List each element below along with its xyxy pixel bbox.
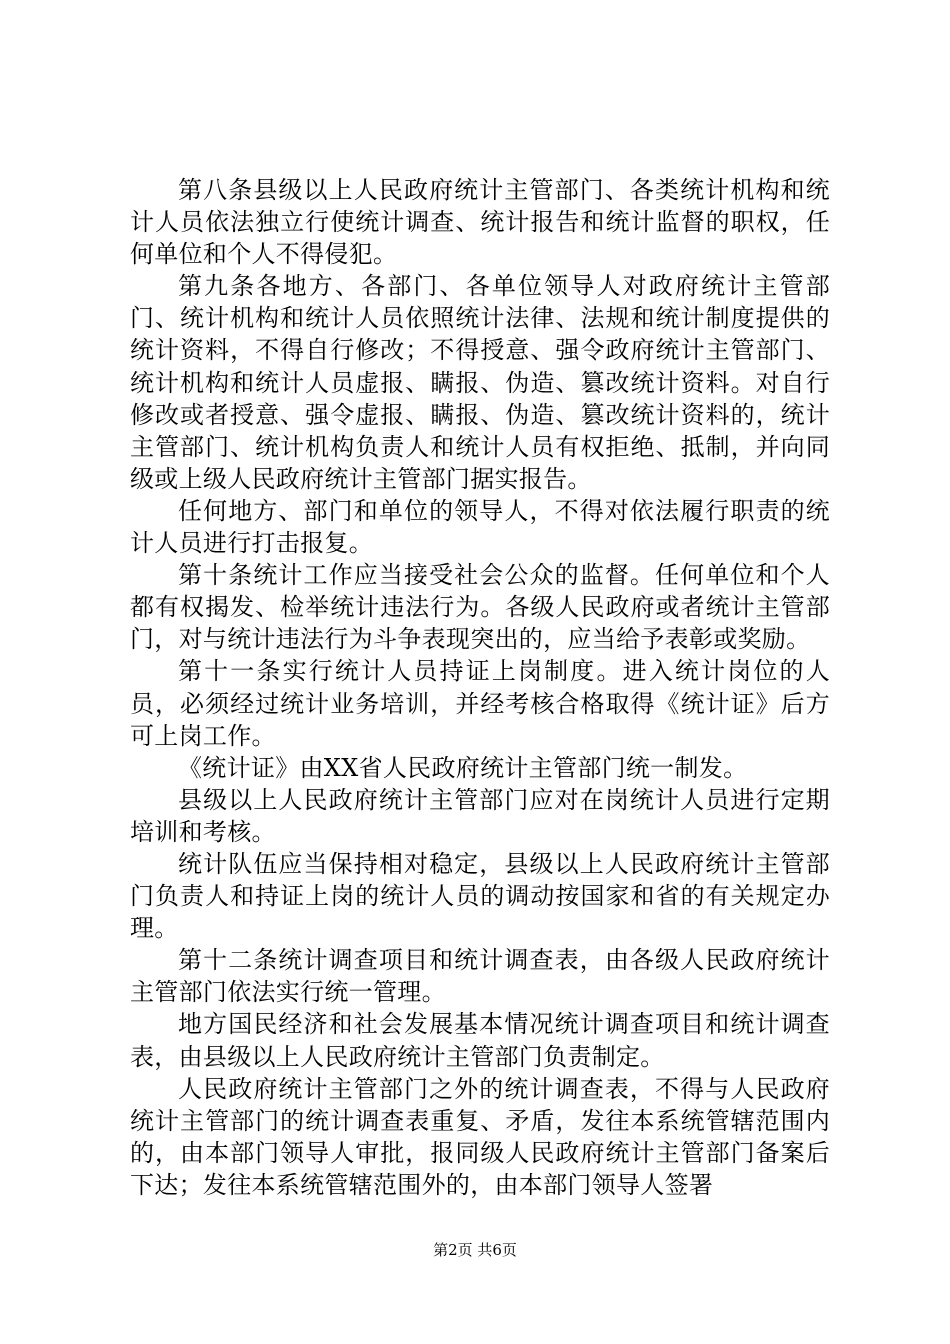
paragraph-training: 县级以上人民政府统计主管部门应对在岗统计人员进行定期培训和考核。: [130, 785, 830, 846]
paragraph-certificate-issuer: 《统计证》由XX省人民政府统计主管部门统一制发。: [178, 753, 748, 782]
paragraph-staff-stability: 统计队伍应当保持相对稳定，县级以上人民政府统计主管部门负责人和持证上岗的统计人员的调动按国家和省的有关规定办理。: [130, 849, 830, 943]
paragraph-article-9: 第九条各地方、各部门、各单位领导人对政府统计主管部门、统计机构和统计人员依照统计法律、法规和统计制度提供的统计资料，不得自行修改；不得授意、强令政府统计主管部门、统计机构和统计人员虚报、瞒报、伪造、篡改统计资料。对自行修改或者授意、强令虚报、瞒报、伪造、篡改统计资料的，统计主管部门、统计机构负责人和统计人员有权拒绝、抵制，并向同级或上级人民政府统计主管部门据实报告。: [130, 272, 830, 493]
paragraph-article-12: 第十二条统计调查项目和统计调查表，由各级人民政府统计主管部门依法实行统一管理。: [130, 946, 830, 1007]
paragraph-article-8: 第八条县级以上人民政府统计主管部门、各类统计机构和统计人员依法独立行使统计调查、统计报告和统计监督的职权，任何单位和个人不得侵犯。: [130, 176, 830, 269]
page-footer: 第2页 共6页: [433, 1241, 517, 1259]
paragraph-no-retaliation: 任何地方、部门和单位的领导人，不得对依法履行职责的统计人员进行打击报复。: [130, 496, 830, 558]
paragraph-article-11: 第十一条实行统计人员持证上岗制度。进入统计岗位的人员，必须经过统计业务培训，并经考核合格取得《统计证》后方可上岗工作。: [130, 657, 830, 750]
paragraph-article-10: 第十条统计工作应当接受社会公众的监督。任何单位和个人都有权揭发、检举统计违法行为。各级人民政府或者统计主管部门，对与统计违法行为斗争表现突出的，应当给予表彰或奖励。: [130, 561, 830, 654]
document-body: [130, 174, 830, 1201]
paragraph-local-surveys: 地方国民经济和社会发展基本情况统计调查项目和统计调查表，由县级以上人民政府统计主管部门负责制定。: [130, 1010, 830, 1071]
paragraph-other-surveys: 人民政府统计主管部门之外的统计调查表，不得与人民政府统计主管部门的统计调查表重复、矛盾，发往本系统管辖范围内的，由本部门领导人审批，报同级人民政府统计主管部门备案后下达；发往本系统管辖范围外的，由本部门领导人签署: [130, 1074, 830, 1199]
